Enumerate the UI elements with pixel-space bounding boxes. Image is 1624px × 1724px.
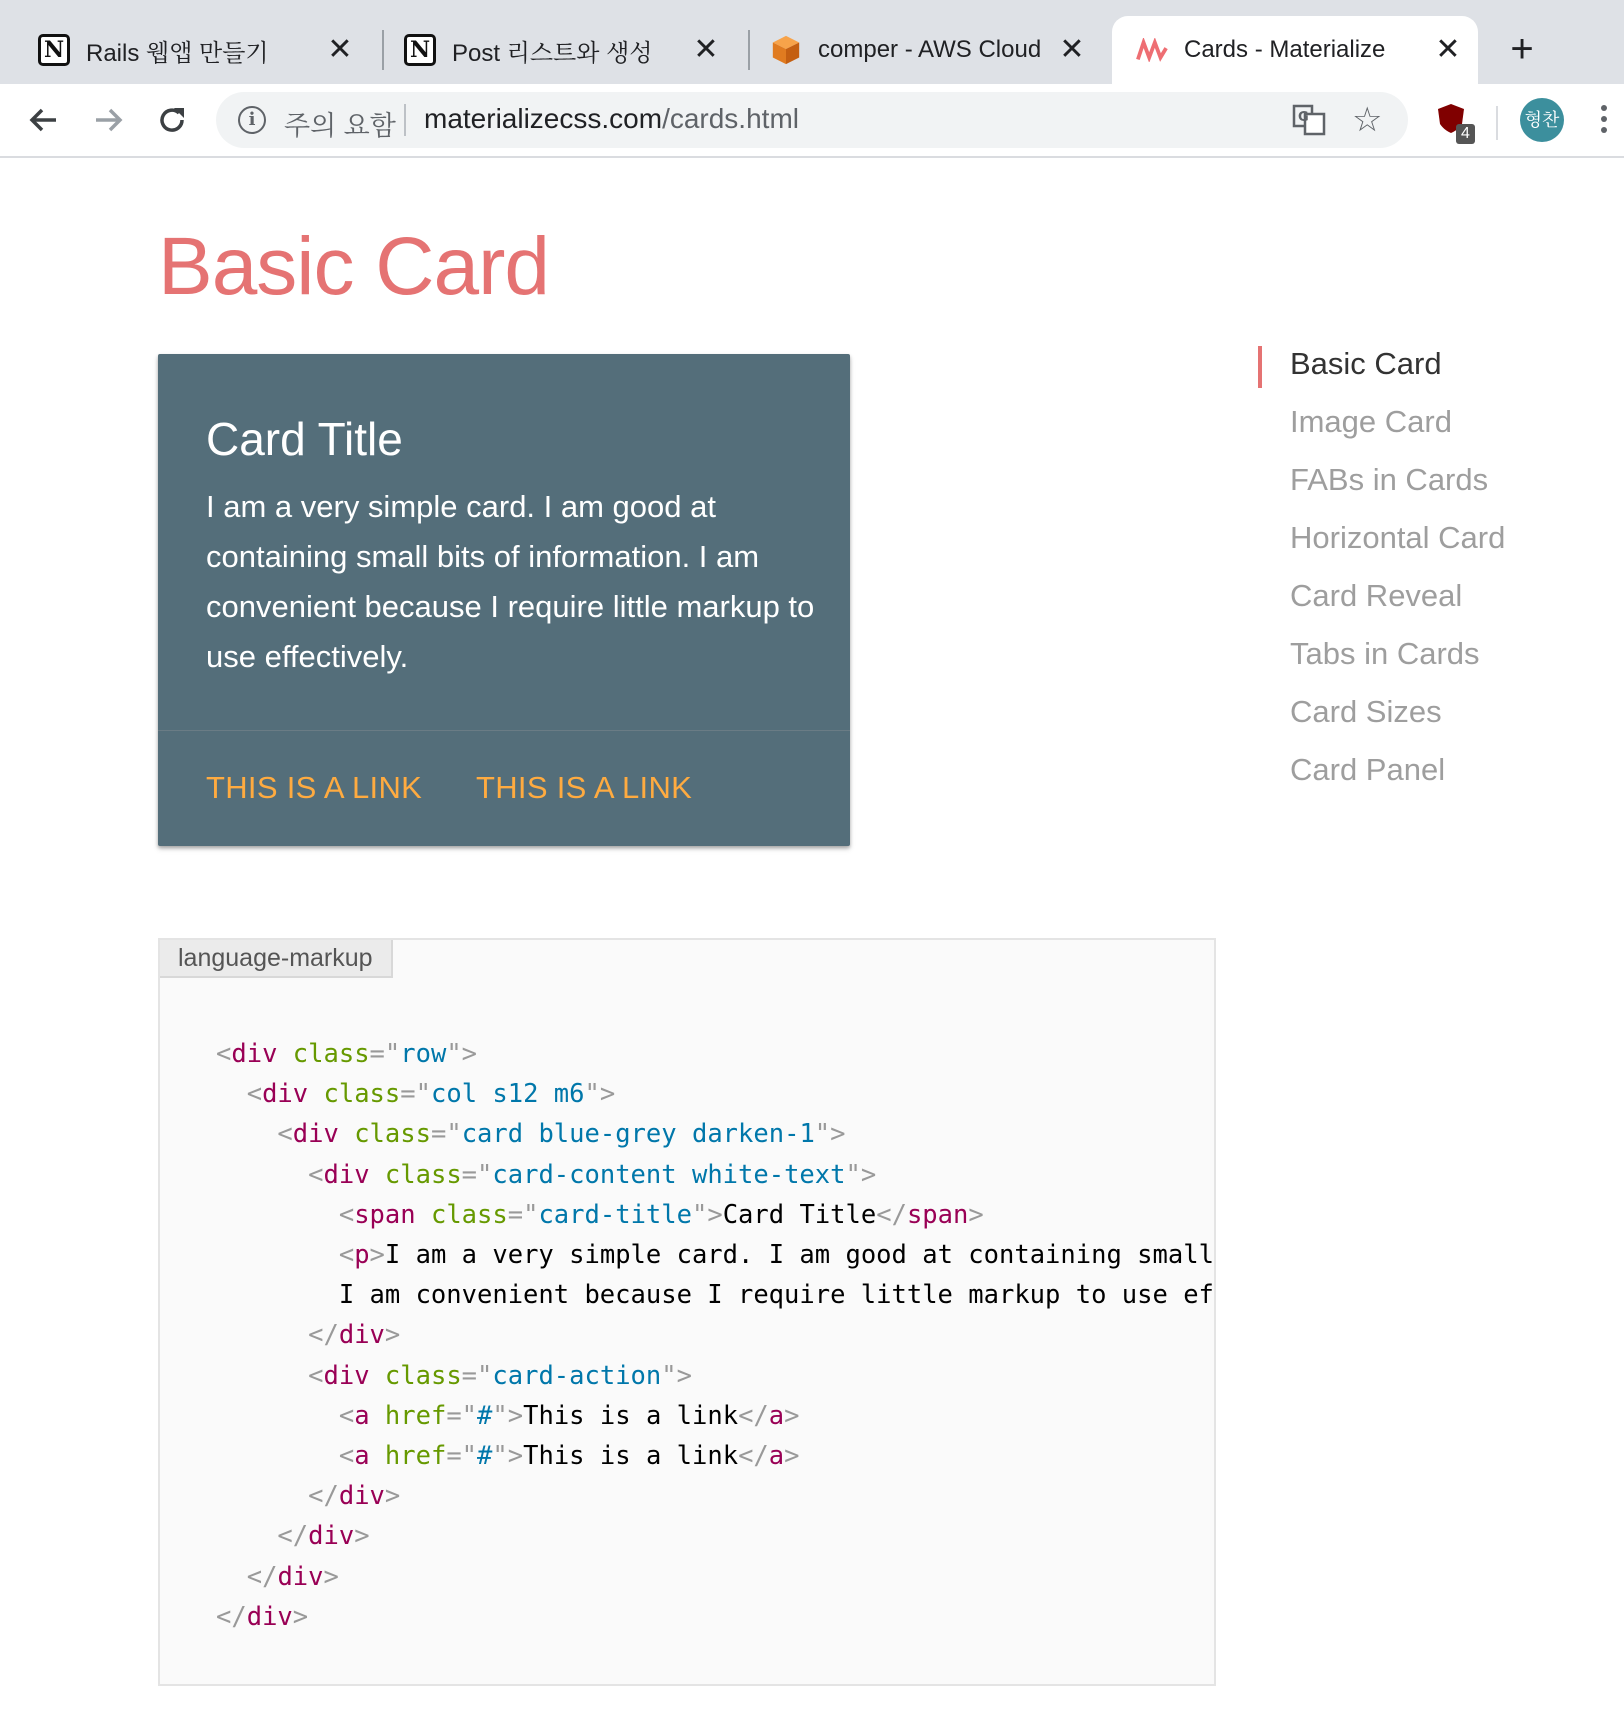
- code-line: [216, 1114, 1214, 1154]
- code-token: div: [277, 1561, 324, 1592]
- code-token: span: [354, 1199, 416, 1230]
- code-token: class: [323, 1079, 401, 1110]
- basic-card: [158, 354, 850, 846]
- notion-icon: N: [38, 34, 70, 66]
- code-token: ">: [492, 1441, 524, 1472]
- code-token: [370, 1160, 385, 1190]
- code-token: [216, 1240, 339, 1270]
- page-title: Basic Card: [158, 221, 550, 312]
- code-token: =": [446, 1400, 478, 1431]
- code-token: >: [323, 1561, 339, 1592]
- code-token: <: [216, 1039, 232, 1069]
- code-line: [216, 1074, 1214, 1114]
- code-token: =": [400, 1079, 431, 1110]
- code-token: [216, 1079, 247, 1109]
- code-token: >: [292, 1601, 309, 1632]
- code-token: div: [323, 1159, 370, 1190]
- close-icon[interactable]: ✕: [693, 33, 719, 66]
- back-icon[interactable]: [22, 98, 66, 142]
- code-token: ">: [492, 1400, 524, 1431]
- notion-icon: N: [404, 34, 436, 66]
- code-token: p: [354, 1240, 370, 1271]
- card-link-2[interactable]: THIS IS A LINK: [476, 770, 693, 805]
- code-token: class: [384, 1159, 462, 1190]
- reload-icon[interactable]: [150, 98, 194, 142]
- code-token: card blue-grey darken-1: [461, 1119, 815, 1150]
- code-token: <: [338, 1441, 355, 1472]
- code-token: [216, 1361, 308, 1391]
- code-token: div: [338, 1320, 385, 1351]
- code-line: [216, 1396, 1214, 1436]
- code-block: [158, 938, 1216, 1686]
- code-line: [216, 1235, 1214, 1275]
- code-token: div: [231, 1039, 278, 1069]
- bookmark-star-icon[interactable]: ☆: [1352, 101, 1383, 139]
- code-token: This is a link: [523, 1441, 739, 1472]
- code-token: <: [308, 1159, 324, 1190]
- code-token: [216, 1521, 277, 1551]
- code-token: </: [277, 1521, 309, 1552]
- code-token: [216, 1401, 339, 1431]
- code-token: a: [768, 1441, 785, 1472]
- address-bar[interactable]: [216, 92, 1408, 148]
- code-line: [216, 1476, 1214, 1516]
- close-icon[interactable]: ✕: [1059, 33, 1085, 66]
- code-token: <: [338, 1240, 355, 1271]
- code-token: ">: [691, 1199, 723, 1230]
- code-token: I am a very simple card. I am good at containing small: [384, 1240, 1214, 1271]
- toc-active-indicator: [1258, 346, 1262, 388]
- code-token: <: [308, 1360, 324, 1391]
- code-token: [277, 1039, 292, 1069]
- code-token: class: [430, 1199, 508, 1230]
- code-token: class: [354, 1119, 431, 1150]
- code-token: div: [323, 1360, 370, 1391]
- code-line: [216, 1516, 1214, 1556]
- code-token: </: [308, 1320, 339, 1351]
- card-divider: [158, 730, 850, 731]
- code-token: ">: [661, 1360, 692, 1391]
- code-token: =": [446, 1441, 478, 1472]
- code-token: ">: [584, 1079, 616, 1110]
- code-token: card-content white-text: [492, 1159, 846, 1190]
- code-token: </: [308, 1481, 339, 1512]
- close-icon[interactable]: ✕: [327, 33, 353, 66]
- code-token: div: [262, 1079, 309, 1110]
- extension-badge: 4: [1456, 124, 1475, 144]
- code-token: <: [277, 1119, 293, 1150]
- security-warning[interactable]: 주의 요함: [284, 111, 396, 141]
- code-token: >: [384, 1481, 401, 1512]
- code-token: col s12 m6: [430, 1079, 585, 1110]
- code-line: [216, 1356, 1214, 1396]
- code-token: ">: [446, 1039, 478, 1069]
- code-token: >: [784, 1441, 800, 1472]
- code-line: [216, 1436, 1214, 1476]
- code-token: =": [430, 1119, 462, 1150]
- profile-avatar[interactable]: 형찬: [1520, 98, 1564, 142]
- code-token: </: [216, 1601, 247, 1632]
- ublock-extension-icon[interactable]: [1436, 102, 1470, 140]
- code-token: #: [477, 1441, 493, 1472]
- code-token: [308, 1079, 323, 1109]
- code-token: [216, 1562, 247, 1592]
- code-line: [216, 1195, 1214, 1235]
- tab-aws[interactable]: [732, 16, 1102, 84]
- code-token: </: [738, 1400, 769, 1431]
- code-token: href: [384, 1441, 447, 1472]
- toc-item-card-reveal[interactable]: Card Reveal: [1290, 578, 1463, 613]
- code-line: [216, 1557, 1214, 1597]
- code-token: =": [507, 1199, 539, 1230]
- code-token: a: [354, 1441, 370, 1472]
- code-token: div: [292, 1119, 339, 1150]
- code-content: [216, 1034, 1214, 1637]
- code-token: </: [876, 1199, 907, 1230]
- tab-strip: [0, 0, 1624, 84]
- code-token: >: [354, 1521, 370, 1552]
- code-token: div: [246, 1601, 293, 1632]
- code-token: div: [308, 1521, 355, 1552]
- code-language-label: language-markup: [160, 940, 393, 978]
- tab-title: Rails 웹앱 만들기: [86, 39, 269, 67]
- toc-item-image-card[interactable]: Image Card: [1290, 404, 1452, 439]
- code-token: [416, 1200, 431, 1230]
- code-token: ">: [814, 1119, 846, 1150]
- code-token: <: [246, 1079, 263, 1110]
- code-line: [216, 1034, 1214, 1074]
- code-token: >: [369, 1240, 385, 1271]
- url-text[interactable]: [424, 103, 799, 135]
- code-token: ">: [845, 1159, 877, 1190]
- code-token: >: [968, 1199, 984, 1230]
- code-token: card-title: [538, 1199, 692, 1230]
- tab-rails[interactable]: [0, 16, 370, 84]
- code-token: [216, 1481, 308, 1511]
- code-token: [216, 1119, 277, 1149]
- code-token: [339, 1119, 354, 1149]
- close-icon[interactable]: ✕: [1435, 33, 1461, 66]
- code-token: </: [246, 1561, 278, 1592]
- code-token: row: [400, 1039, 447, 1069]
- code-token: class: [292, 1039, 370, 1069]
- tab-post[interactable]: [366, 16, 736, 84]
- code-token: Card Title: [722, 1199, 877, 1230]
- toc-item-tabs-in-cards[interactable]: Tabs in Cards: [1290, 636, 1480, 671]
- toc-item-card-panel[interactable]: Card Panel: [1290, 752, 1446, 787]
- tab-title: Cards - Materialize: [1184, 36, 1386, 63]
- code-token: >: [784, 1400, 800, 1431]
- code-token: [370, 1441, 385, 1471]
- info-icon[interactable]: i: [238, 106, 266, 134]
- omnibox-divider: [404, 104, 406, 136]
- aws-cube-icon: [770, 34, 802, 66]
- code-token: [370, 1401, 385, 1431]
- code-token: class: [384, 1360, 462, 1391]
- code-token: </: [738, 1441, 769, 1472]
- code-token: href: [384, 1400, 447, 1431]
- code-token: span: [906, 1199, 969, 1230]
- toc-item-card-sizes[interactable]: Card Sizes: [1290, 694, 1442, 729]
- tab-title: Post 리스트와 생성: [452, 39, 653, 67]
- code-token: <: [338, 1400, 355, 1431]
- card-text: I am a very simple card. I am good at containing small bits of information. I am convenient because I require little markup to use effectively.: [206, 489, 815, 674]
- toolbar-divider: [1496, 106, 1498, 140]
- translate-icon[interactable]: [1292, 104, 1326, 136]
- browser-toolbar: [0, 84, 1624, 158]
- new-tab-button[interactable]: +: [1510, 27, 1534, 71]
- tab-cards-active[interactable]: [1112, 16, 1478, 84]
- code-token: [216, 1200, 339, 1230]
- forward-icon[interactable]: [86, 98, 130, 142]
- code-token: [216, 1441, 339, 1471]
- card-title: Card Title: [206, 413, 403, 465]
- code-line: [216, 1597, 1214, 1637]
- materialize-icon: [1136, 34, 1168, 66]
- code-token: >: [384, 1320, 401, 1351]
- tab-title: comper - AWS Cloud: [818, 36, 1042, 63]
- code-token: [216, 1320, 308, 1350]
- code-token: <: [338, 1199, 355, 1230]
- code-token: div: [338, 1481, 385, 1512]
- code-token: =": [461, 1159, 493, 1190]
- code-line: [216, 1315, 1214, 1355]
- url-host: materializecss.com: [424, 103, 663, 134]
- code-token: #: [477, 1400, 493, 1431]
- more-menu-icon[interactable]: [1594, 102, 1614, 138]
- url-path: /cards.html: [662, 103, 799, 134]
- code-token: =": [369, 1039, 401, 1069]
- toc-item-horizontal-card[interactable]: Horizontal Card: [1290, 520, 1506, 555]
- toc-item-basic-card[interactable]: Basic Card: [1290, 346, 1442, 381]
- code-token: I am convenient because I require little markup to use ef: [216, 1280, 1214, 1311]
- code-token: This is a link: [523, 1400, 739, 1431]
- code-token: a: [354, 1400, 370, 1431]
- code-token: =": [461, 1360, 493, 1391]
- card-link-1[interactable]: THIS IS A LINK: [206, 770, 423, 805]
- code-token: [216, 1160, 308, 1190]
- code-token: a: [768, 1400, 785, 1431]
- code-line: [216, 1275, 1214, 1315]
- toc-item-fabs-in-cards[interactable]: FABs in Cards: [1290, 462, 1489, 497]
- code-token: card-action: [492, 1360, 662, 1391]
- code-line: [216, 1155, 1214, 1195]
- code-token: [370, 1361, 385, 1391]
- svg-text:G: G: [1298, 110, 1309, 125]
